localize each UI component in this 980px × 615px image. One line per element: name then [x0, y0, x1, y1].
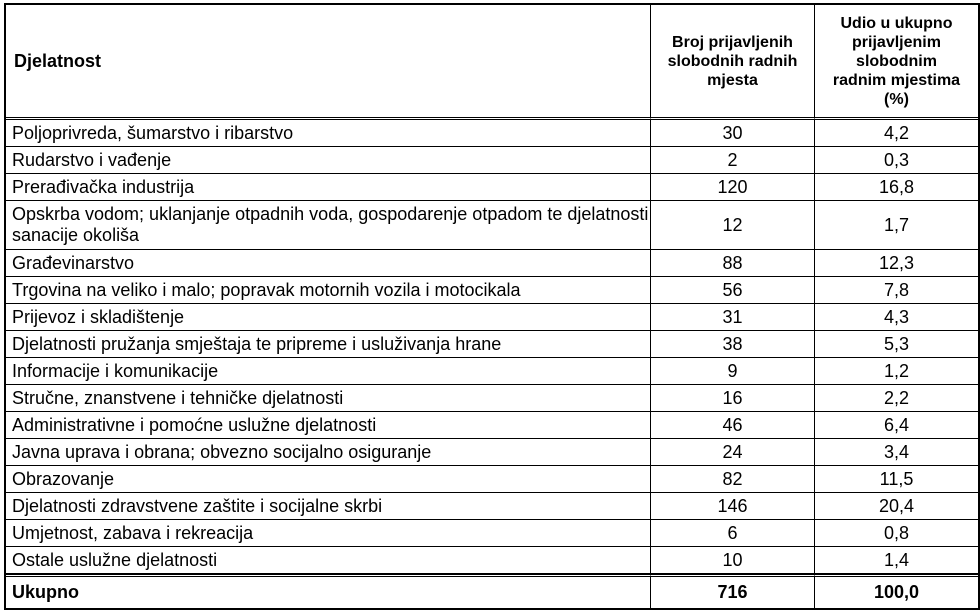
table-row	[6, 520, 978, 547]
row-activity: Administrativne i pomoćne uslužne djelatnosti	[6, 412, 651, 439]
row-share: 7,8	[815, 277, 978, 304]
row-count: 46	[651, 412, 815, 439]
row-share: 0,3	[815, 147, 978, 174]
row-activity: Poljoprivreda, šumarstvo i ribarstvo	[6, 120, 651, 147]
row-share: 16,8	[815, 174, 978, 201]
row-share: 0,8	[815, 520, 978, 547]
table-row	[6, 439, 978, 466]
row-count: 9	[651, 358, 815, 385]
row-count: 10	[651, 547, 815, 574]
row-count: 16	[651, 385, 815, 412]
row-activity: Ostale uslužne djelatnosti	[6, 547, 651, 574]
row-count: 12	[651, 201, 815, 250]
vacancies-table	[4, 3, 980, 610]
total-label: Ukupno	[6, 574, 651, 608]
total-share: 100,0	[815, 574, 978, 608]
header-activity: Djelatnost	[6, 5, 651, 120]
row-activity: Djelatnosti zdravstvene zaštite i socijalne skrbi	[6, 493, 651, 520]
row-activity: Djelatnosti pružanja smještaja te pripreme i usluživanja hrane	[6, 331, 651, 358]
row-activity: Građevinarstvo	[6, 250, 651, 277]
row-activity: Javna uprava i obrana; obvezno socijalno osiguranje	[6, 439, 651, 466]
table-row	[6, 201, 978, 250]
table-row	[6, 493, 978, 520]
row-count: 88	[651, 250, 815, 277]
row-share: 1,4	[815, 547, 978, 574]
total-row	[6, 574, 978, 608]
table-row	[6, 331, 978, 358]
row-count: 2	[651, 147, 815, 174]
header-count: Broj prijavljenih slobodnih radnih mjesta	[651, 5, 815, 120]
row-share: 1,2	[815, 358, 978, 385]
table-row	[6, 547, 978, 574]
row-count: 38	[651, 331, 815, 358]
header-share: Udio u ukupno prijavljenim slobodnim radnim mjestima (%)	[815, 5, 978, 120]
row-share: 3,4	[815, 439, 978, 466]
row-count: 30	[651, 120, 815, 147]
row-activity: Prerađivačka industrija	[6, 174, 651, 201]
row-share: 4,2	[815, 120, 978, 147]
table-row	[6, 174, 978, 201]
row-count: 56	[651, 277, 815, 304]
row-share: 5,3	[815, 331, 978, 358]
row-share: 4,3	[815, 304, 978, 331]
row-share: 1,7	[815, 201, 978, 250]
row-share: 20,4	[815, 493, 978, 520]
row-share: 2,2	[815, 385, 978, 412]
total-count: 716	[651, 574, 815, 608]
table-row	[6, 250, 978, 277]
table-body	[6, 120, 978, 574]
row-share: 12,3	[815, 250, 978, 277]
table-row	[6, 277, 978, 304]
table-header	[6, 5, 978, 120]
header-row	[6, 5, 978, 120]
row-count: 82	[651, 466, 815, 493]
row-share: 6,4	[815, 412, 978, 439]
table-container	[4, 3, 980, 610]
row-activity: Prijevoz i skladištenje	[6, 304, 651, 331]
table-row	[6, 304, 978, 331]
row-activity: Stručne, znanstvene i tehničke djelatnosti	[6, 385, 651, 412]
table-row	[6, 358, 978, 385]
row-count: 31	[651, 304, 815, 331]
row-count: 146	[651, 493, 815, 520]
row-count: 24	[651, 439, 815, 466]
table-row	[6, 147, 978, 174]
row-count: 120	[651, 174, 815, 201]
row-activity: Trgovina na veliko i malo; popravak motornih vozila i motocikala	[6, 277, 651, 304]
row-activity: Obrazovanje	[6, 466, 651, 493]
row-activity: Umjetnost, zabava i rekreacija	[6, 520, 651, 547]
table-footer	[6, 574, 978, 608]
table-row	[6, 466, 978, 493]
table-row	[6, 412, 978, 439]
row-activity: Opskrba vodom; uklanjanje otpadnih voda, gospodarenje otpadom te djelatnosti sanacije okoliša	[6, 201, 651, 250]
row-activity: Informacije i komunikacije	[6, 358, 651, 385]
row-count: 6	[651, 520, 815, 547]
row-activity: Rudarstvo i vađenje	[6, 147, 651, 174]
row-share: 11,5	[815, 466, 978, 493]
table-row	[6, 120, 978, 147]
table-row	[6, 385, 978, 412]
